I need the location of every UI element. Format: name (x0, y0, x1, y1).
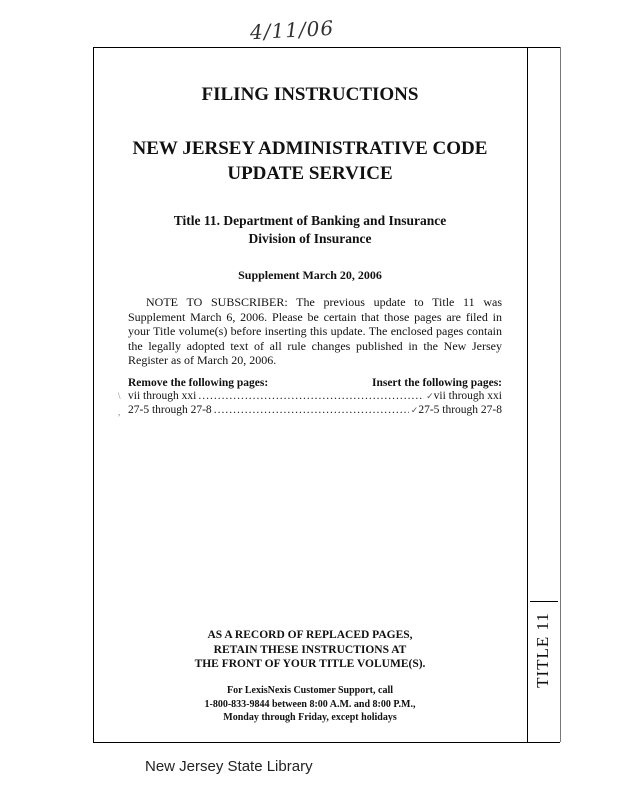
remove-pages: vii through xxi (128, 389, 197, 402)
page-title: FILING INSTRUCTIONS (201, 84, 419, 105)
tab-divider-line (527, 47, 528, 742)
title-heading (95, 212, 525, 248)
dot-leader (198, 389, 424, 403)
support-line-1: For LexisNexis Customer Support, call (226, 685, 393, 696)
page-subtitle (95, 136, 525, 186)
pages-header (128, 377, 502, 389)
pages-row (128, 403, 502, 417)
dot-leader (214, 403, 409, 417)
check-mark-icon: ✓ (410, 404, 419, 415)
frame-left-border (93, 47, 94, 742)
remove-pages: 27-5 through 27-8 (128, 403, 212, 416)
handwritten-date: 4/11/06 (249, 15, 335, 45)
library-stamp: New Jersey State Library (145, 758, 313, 775)
subtitle-line-1: NEW JERSEY ADMINISTRATIVE CODE (132, 138, 488, 159)
insert-pages: vii through xxi (433, 389, 502, 402)
check-mark-icon: ✓ (426, 390, 434, 401)
frame-right-border (560, 47, 561, 742)
frame-bottom-border (93, 742, 560, 743)
tab-label: TITLE 11 (533, 612, 552, 688)
support-line-3: Monday through Friday, except holidays (223, 712, 397, 723)
customer-support-info (95, 684, 525, 725)
supplement-date: Supplement March 20, 2006 (238, 268, 382, 282)
pages-row (128, 389, 502, 403)
record-line-1: AS A RECORD OF REPLACED PAGES, (207, 629, 413, 641)
insert-header: Insert the following pages: (371, 376, 502, 389)
margin-tick-mark: \ (118, 391, 121, 401)
tab-label-rule (530, 601, 558, 602)
subscriber-note: NOTE TO SUBSCRIBER: The previous update to Title 11 was Supplement March 6, 2006. Please be certain that those pages are filed in your Title volume(s) before inserting this update. The enclosed pages contain the legally adopted text of all rule changes published in the New Jersey Register as of March 20, 2006. (128, 295, 502, 367)
record-line-3: THE FRONT OF YOUR TITLE VOLUME(S). (194, 658, 426, 670)
record-line-2: RETAIN THESE INSTRUCTIONS AT (213, 643, 407, 656)
insert-pages: 27-5 through 27-8 (418, 403, 502, 416)
main-content (95, 47, 525, 417)
record-notice (95, 628, 525, 672)
division-line: Division of Insurance (248, 231, 372, 246)
margin-tick-mark: , (118, 407, 121, 417)
support-line-2: 1-800-833-9844 between 8:00 A.M. and 8:00 P.M., (204, 698, 416, 710)
title-line: Title 11. Department of Banking and Insurance (173, 213, 447, 228)
remove-header: Remove the following pages: (128, 376, 269, 389)
subtitle-line-2: UPDATE SERVICE (227, 163, 393, 184)
